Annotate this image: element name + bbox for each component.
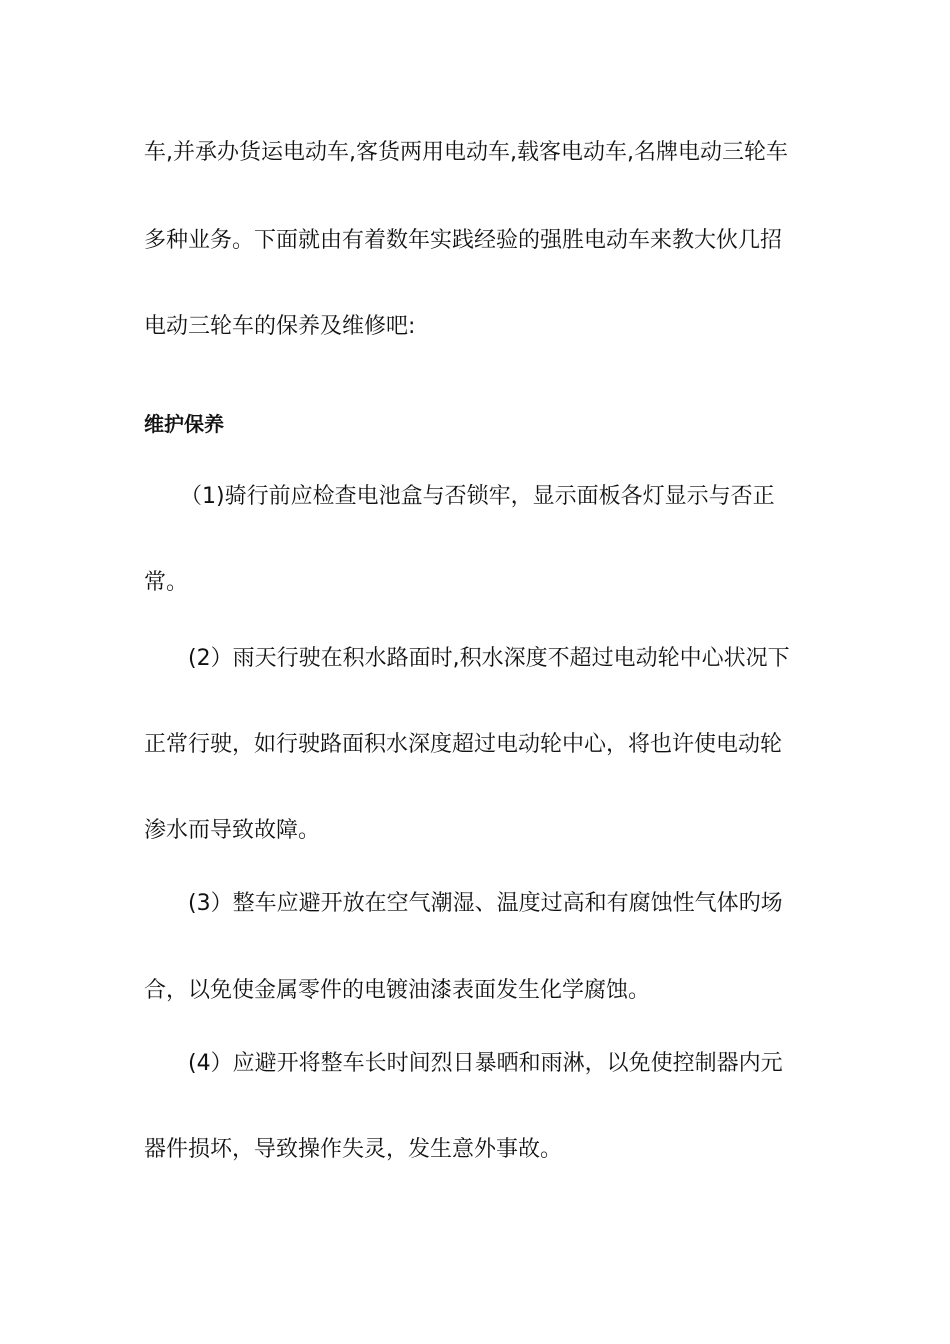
item-1-line-2: 常。: [144, 570, 189, 595]
item-3-line-2: 合，以免使金属零件的电镀油漆表面发生化学腐蚀。: [144, 978, 651, 1003]
section-heading: 维护保养: [144, 412, 224, 436]
item-2-line-1: (2）雨天行驶在积水路面时,积水深度不超过电动轮中心状况下: [188, 646, 790, 671]
item-4-line-1: (4）应避开将整车长时间烈日暴晒和雨淋，以免使控制器内元: [188, 1051, 783, 1076]
item-2-line-3: 渗水而导致故障。: [144, 818, 321, 843]
item-2-line-2: 正常行驶，如行驶路面积水深度超过电动轮中心，将也许使电动轮: [144, 732, 783, 757]
item-4-line-2: 器件损坏，导致操作失灵，发生意外事故。: [144, 1137, 563, 1162]
intro-line-3: 电动三轮车的保养及维修吧:: [144, 314, 416, 339]
item-3-line-1: (3）整车应避开放在空气潮湿、温度过高和有腐蚀性气体旳场: [188, 891, 783, 916]
item-1-line-1: （1)骑行前应检查电池盒与否锁牢，显示面板各灯显示与否正: [180, 484, 775, 509]
intro-line-2: 多种业务。下面就由有着数年实践经验的强胜电动车来教大伙几招: [144, 228, 783, 253]
intro-line-1: 车,并承办货运电动车,客货两用电动车,载客电动车,名牌电动三轮车: [144, 140, 788, 165]
